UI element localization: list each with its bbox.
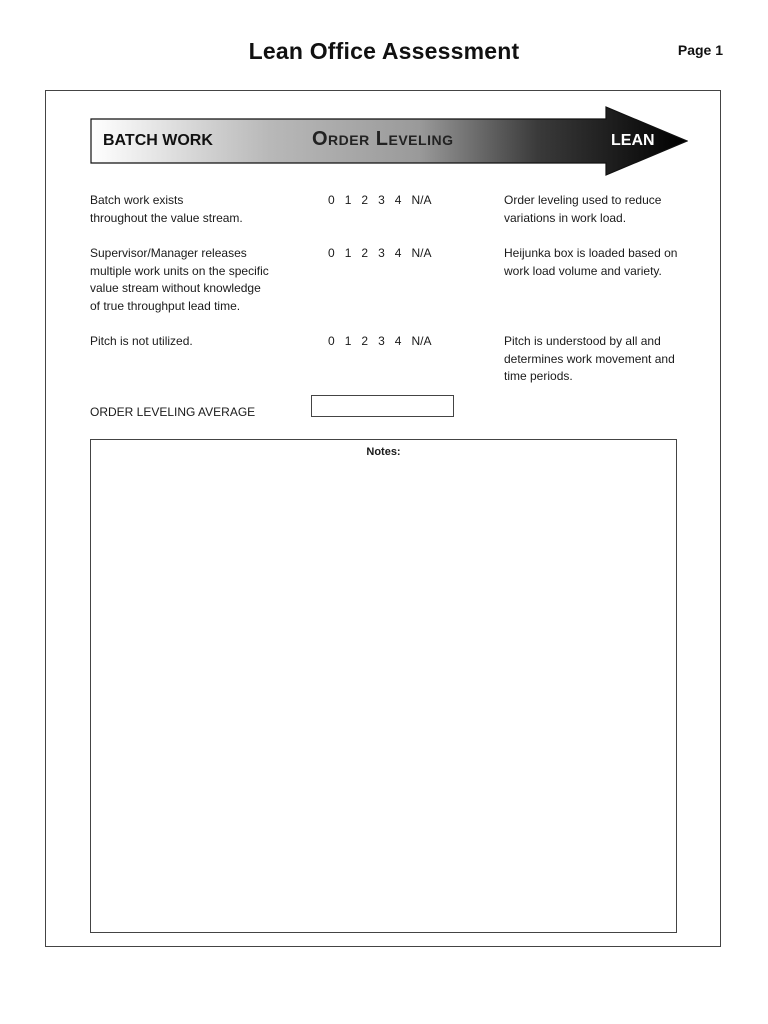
rating-1[interactable]: 1 xyxy=(344,246,352,260)
rating-3[interactable]: 3 xyxy=(378,193,385,207)
rating-0[interactable]: 0 xyxy=(328,246,335,260)
notes-label: Notes: xyxy=(366,446,401,458)
progress-arrow xyxy=(90,106,688,176)
average-input-box[interactable] xyxy=(311,395,454,417)
rating-scale xyxy=(328,192,431,210)
row-right-text: Pitch is understood by all and determines work movement and time periods. xyxy=(504,334,675,383)
row-left-text: Batch work exists throughout the value stream. xyxy=(90,193,243,225)
batch-work-label: BATCH WORK xyxy=(103,132,213,149)
rating-1[interactable]: 1 xyxy=(344,193,352,207)
lean-label: LEAN xyxy=(611,132,655,149)
notes-box[interactable] xyxy=(90,439,677,933)
rating-3[interactable]: 3 xyxy=(378,334,385,348)
rating-na[interactable]: N/A xyxy=(411,246,432,260)
rating-na[interactable]: N/A xyxy=(411,193,432,207)
row-left-text: Supervisor/Manager releases multiple work units on the specific value stream without knowledge of true throughput lead time. xyxy=(90,246,269,313)
row-left-text: Pitch is not utilized. xyxy=(90,334,193,348)
page-title: Lean Office Assessment xyxy=(248,38,520,64)
rating-3[interactable]: 3 xyxy=(378,246,385,260)
rating-1[interactable]: 1 xyxy=(344,334,352,348)
rating-scale xyxy=(328,245,431,263)
rating-2[interactable]: 2 xyxy=(361,334,369,348)
rating-na[interactable]: N/A xyxy=(411,334,432,348)
average-label: ORDER LEVELING AVERAGE xyxy=(90,405,256,419)
rating-4[interactable]: 4 xyxy=(394,193,402,207)
rating-2[interactable]: 2 xyxy=(361,193,369,207)
rating-scale xyxy=(328,333,431,351)
page-number: Page 1 xyxy=(677,42,723,58)
order-leveling-label: Order Leveling xyxy=(312,128,454,150)
rating-4[interactable]: 4 xyxy=(394,334,402,348)
rating-4[interactable]: 4 xyxy=(394,246,402,260)
rating-0[interactable]: 0 xyxy=(328,334,335,348)
rating-0[interactable]: 0 xyxy=(328,193,335,207)
row-right-text: Heijunka box is loaded based on work load volume and variety. xyxy=(504,246,678,278)
row-right-text: Order leveling used to reduce variations in work load. xyxy=(504,193,662,225)
rating-2[interactable]: 2 xyxy=(361,246,369,260)
